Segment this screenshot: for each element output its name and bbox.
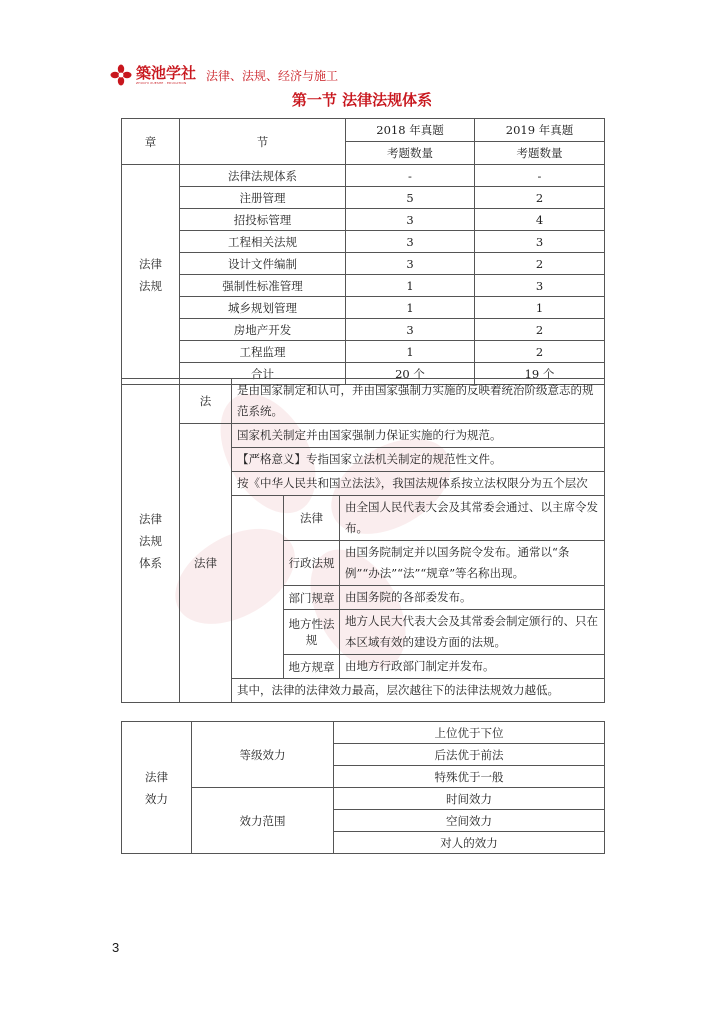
count-2019: 3	[475, 275, 605, 297]
effect-row	[122, 722, 605, 744]
count-2019: 3	[475, 231, 605, 253]
brand-subtitle: ZHUCHI XUESHE · EDUCATION	[136, 80, 187, 85]
level-name: 地方性法规	[284, 610, 340, 655]
subheader-2019: 考题数量	[475, 142, 605, 165]
count-2019: 2	[475, 341, 605, 363]
count-2018: -	[346, 165, 475, 187]
law-term: 法	[180, 379, 232, 424]
level-name: 部门规章	[284, 586, 340, 610]
table-row	[122, 297, 605, 319]
count-2018: 1	[346, 275, 475, 297]
section-cell: 设计文件编制	[180, 253, 346, 275]
effect-item: 上位优于下位	[334, 722, 605, 744]
total-2019: 19 个	[475, 363, 605, 385]
levels-spacer	[232, 496, 284, 679]
subject-title: 法律、法规、经济与施工	[206, 68, 339, 83]
count-2019: 2	[475, 187, 605, 209]
header-section: 节	[180, 119, 346, 165]
section-title: 第一节 法律法规体系	[291, 91, 433, 109]
level-name: 法律	[284, 496, 340, 541]
levels-intro: 按《中华人民共和国立法法》，我国法规体系按立法权限分为五个层次	[232, 472, 605, 496]
table-row	[122, 253, 605, 275]
section-cell: 城乡规划管理	[180, 297, 346, 319]
table-row	[122, 165, 605, 187]
header-chapter: 章	[122, 119, 180, 165]
count-2018: 5	[346, 187, 475, 209]
system-label: 法律 法规 体系	[122, 379, 180, 703]
table-row	[122, 209, 605, 231]
laws-definition: 国家机关制定并由国家强制力保证实施的行为规范。	[232, 424, 605, 448]
count-2019: -	[475, 165, 605, 187]
section-cell: 注册管理	[180, 187, 346, 209]
count-2018: 1	[346, 341, 475, 363]
section-cell: 招投标管理	[180, 209, 346, 231]
effect-item: 空间效力	[334, 810, 605, 832]
count-2019: 4	[475, 209, 605, 231]
level-description: 由全国人民代表大会及其常委会通过、以主席令发布。	[340, 496, 605, 541]
level-description: 地方人民大代表大会及其常委会制定颁行的、只在本区域有效的建设方面的法规。	[340, 610, 605, 655]
total-2018: 20 个	[346, 363, 475, 385]
section-cell: 强制性标准管理	[180, 275, 346, 297]
table-row	[122, 319, 605, 341]
total-label: 合计	[180, 363, 346, 385]
count-2018: 3	[346, 319, 475, 341]
count-2019: 2	[475, 319, 605, 341]
count-2018: 3	[346, 209, 475, 231]
table-row	[122, 231, 605, 253]
effect-group-name: 等级效力	[192, 722, 334, 788]
effect-item: 特殊优于一般	[334, 766, 605, 788]
strict-meaning: 【严格意义】专指国家立法机关制定的规范性文件。	[232, 448, 605, 472]
effect-label: 法律 效力	[122, 722, 192, 854]
section-cell: 房地产开发	[180, 319, 346, 341]
law-definition-row	[122, 379, 605, 424]
legal-effect-table	[121, 721, 605, 854]
section-cell: 工程相关法规	[180, 231, 346, 253]
header-2018: 2018 年真题	[346, 119, 475, 142]
conclusion: 其中，法律的法律效力最高，层次越往下的法律法规效力越低。	[232, 679, 605, 703]
section-cell: 工程监理	[180, 341, 346, 363]
law-definition: 是由国家制定和认可，并由国家强制力实施的反映着统治阶级意志的规范系统。	[232, 379, 605, 424]
count-2018: 1	[346, 297, 475, 319]
brand-block	[136, 63, 197, 85]
level-description: 由国务院的各部委发布。	[340, 586, 605, 610]
chapter-label: 法律 法规	[122, 165, 180, 385]
level-name: 行政法规	[284, 541, 340, 586]
level-name: 地方规章	[284, 655, 340, 679]
brand-logo-icon	[110, 64, 132, 86]
count-2018: 3	[346, 231, 475, 253]
subheader-2018: 考题数量	[346, 142, 475, 165]
effect-item: 对人的效力	[334, 832, 605, 854]
count-2019: 2	[475, 253, 605, 275]
header-2019: 2019 年真题	[475, 119, 605, 142]
level-description: 由国务院制定并以国务院令发布。通常以“条例”“办法”“法”“规章”等名称出现。	[340, 541, 605, 586]
page-header	[110, 63, 338, 87]
table-header-row	[122, 119, 605, 142]
exam-question-table	[121, 118, 605, 385]
effect-item: 时间效力	[334, 788, 605, 810]
table-row	[122, 341, 605, 363]
effect-row	[122, 788, 605, 810]
page-number: 3	[112, 940, 120, 955]
level-description: 由地方行政部门制定并发布。	[340, 655, 605, 679]
legal-system-table	[121, 378, 605, 703]
count-2018: 3	[346, 253, 475, 275]
table-row	[122, 275, 605, 297]
brand-name: 築池学社	[136, 63, 197, 82]
table-row	[122, 187, 605, 209]
effect-group-name: 效力范围	[192, 788, 334, 854]
laws-definition-row	[122, 424, 605, 448]
section-cell: 法律法规体系	[180, 165, 346, 187]
effect-item: 后法优于前法	[334, 744, 605, 766]
count-2019: 1	[475, 297, 605, 319]
laws-label: 法律	[180, 424, 232, 703]
